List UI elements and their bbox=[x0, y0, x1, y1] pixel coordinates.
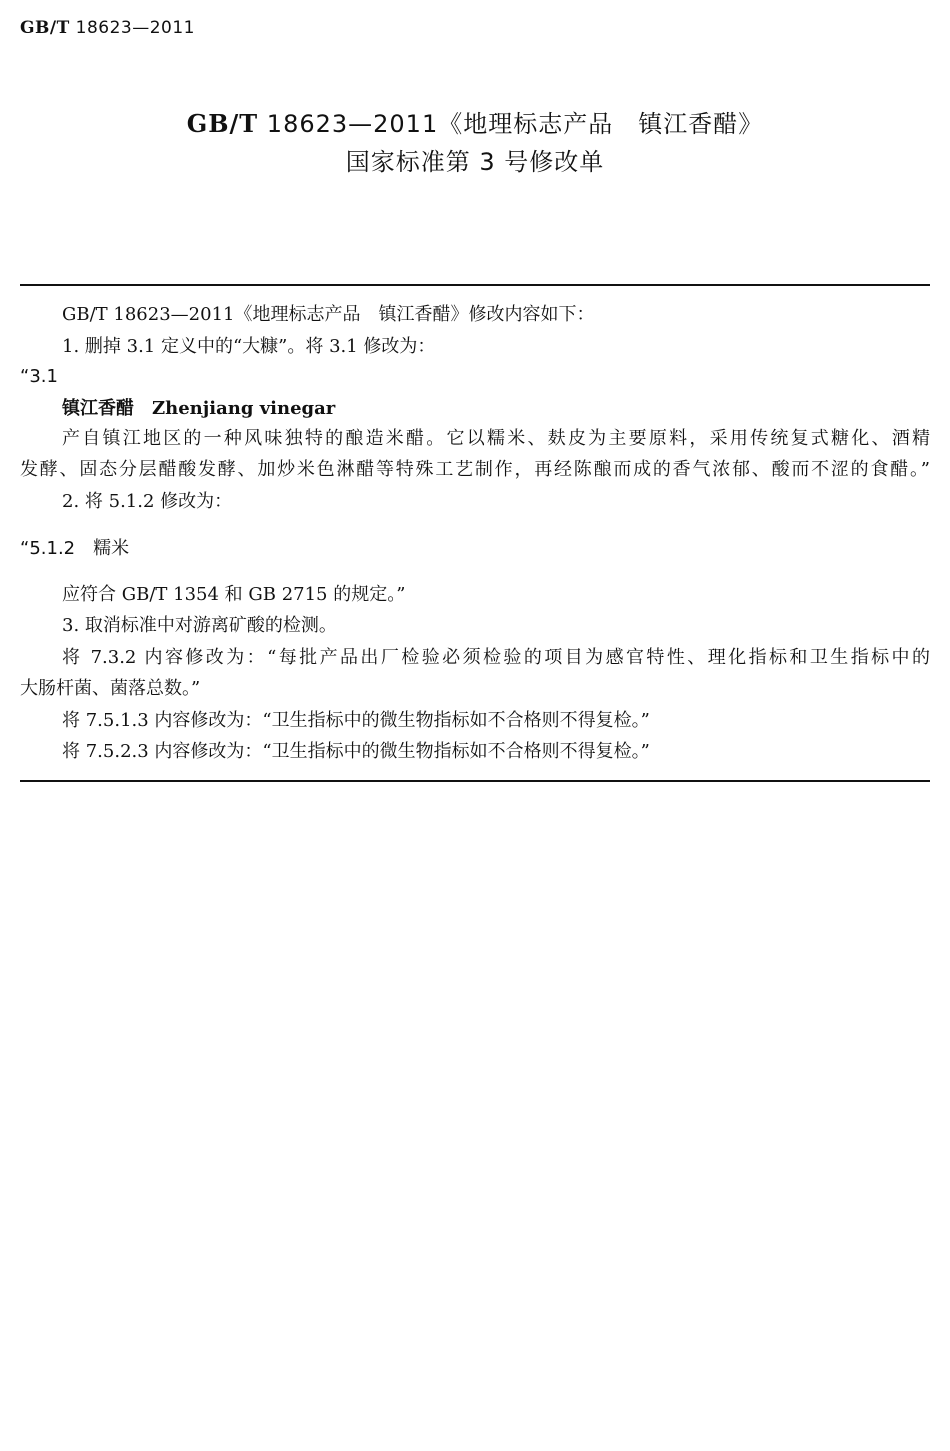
definition-line-2: 发酵、固态分层醋酸发酵、加炒米色淋醋等特殊工艺制作，再经陈酿而成的香气浓郁、酸而不涩的食醋。” bbox=[20, 459, 930, 480]
term-chinese: 镇江香醋 bbox=[62, 398, 134, 419]
top-divider bbox=[20, 284, 930, 286]
definition-line-1: 产自镇江地区的一种风味独特的酿造米醋。它以糯米、麸皮为主要原料，采用传统复式糖化、酒精 bbox=[62, 428, 930, 449]
clause-7-5-1-3-text: 将 7.5.1.3 内容修改为：“卫生指标中的微生物指标如不合格则不得复检。” bbox=[62, 710, 650, 731]
clause-5-1-2-heading bbox=[20, 536, 930, 562]
standard-code-prefix: GB/T bbox=[20, 18, 70, 38]
amendment-item-1: 1. 删掉 3.1 定义中的“大糠”。将 3.1 修改为： bbox=[62, 336, 436, 357]
bottom-divider bbox=[20, 780, 930, 782]
clause-5-1-2-number: “5.1.2 bbox=[20, 538, 76, 559]
clause-7-5-2-3-text: 将 7.5.2.3 内容修改为：“卫生指标中的微生物指标如不合格则不得复检。” bbox=[62, 741, 650, 762]
standard-code-header bbox=[20, 18, 195, 38]
term-english: Zhenjiang vinegar bbox=[152, 398, 336, 419]
clause-5-1-2-title: 糯米 bbox=[93, 538, 130, 559]
clause-3-1-number: “3.1 bbox=[20, 366, 58, 387]
title-code-prefix: GB/T bbox=[186, 109, 259, 138]
standard-code-number: 18623—2011 bbox=[75, 18, 195, 38]
document-title-line-2: 国家标准第 3 号修改单 bbox=[345, 148, 605, 176]
clause-5-1-2-text: 应符合 GB/T 1354 和 GB 2715 的规定。” bbox=[62, 584, 406, 605]
clause-7-3-2-line-2: 大肠杆菌、菌落总数。” bbox=[20, 678, 201, 699]
intro-paragraph: GB/T 18623—2011《地理标志产品 镇江香醋》修改内容如下： bbox=[62, 304, 595, 325]
amendment-item-3: 3. 取消标准中对游离矿酸的检测。 bbox=[62, 615, 337, 636]
amendment-item-2: 2. 将 5.1.2 修改为： bbox=[62, 491, 233, 512]
clause-7-3-2-line-1: 将 7.3.2 内容修改为：“每批产品出厂检验必须检验的项目为感官特性、理化指标和卫生指标中的 bbox=[62, 647, 930, 668]
term-entry bbox=[62, 396, 930, 422]
title-code-rest: 18623—2011《地理标志产品 镇江香醋》 bbox=[266, 110, 764, 138]
document-title-line-1 bbox=[0, 104, 950, 139]
